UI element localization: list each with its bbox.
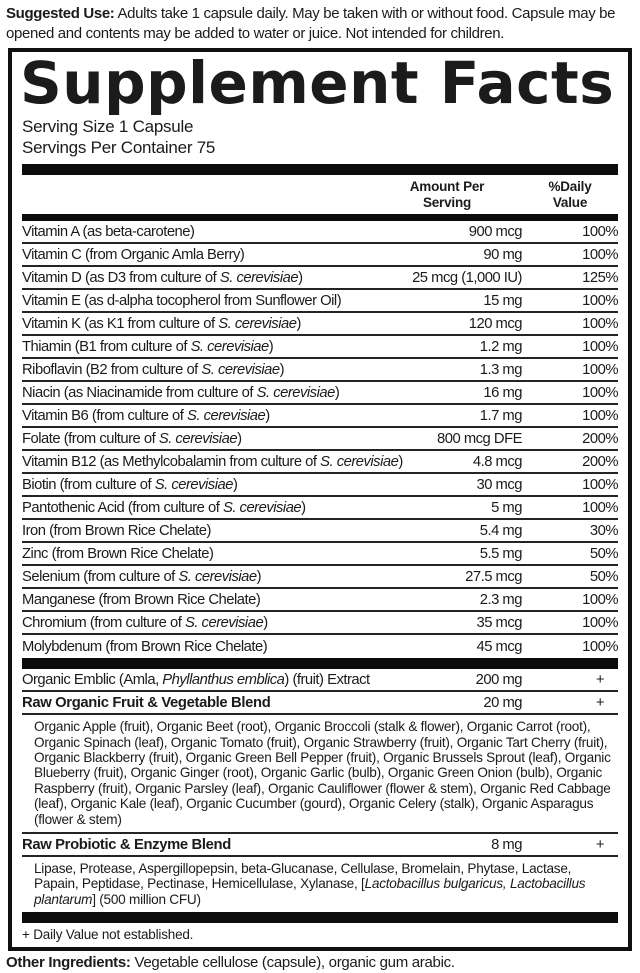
species-name-italic: S. cerevisiae: [219, 269, 299, 286]
table-row: [22, 497, 618, 520]
amount-per-serving: 25 mcg (1,000 IU): [412, 269, 522, 286]
table-row: [22, 428, 618, 451]
nutrient-name: [22, 339, 372, 355]
table-row: [22, 382, 618, 405]
label-text: Organic Apple (fruit), Organic Beet (root), Organic Broccoli (stalk & flower), Organic Carrot (root), Organic Spinach (leaf), Organic Tomato (fruit), Organic Strawberry (fruit), Organic Tart Cherry (fruit), Organic Blackberry (fruit), Organic Green Bell Pepper (fruit), Organic Brussels Sprout (leaf), Organic Blueberry (fruit), Organic Ginger (root), Organic Garlic (bulb), Organic Green Onion (bulb), Organic Raspberry (fruit), Organic Parsley (leaf), Organic Cauliflower (flower & stem), Organic Red Cabbage (leaf), Organic Kale (leaf), Organic Cucumber (gourd), Organic Celery (stalk), Organic Asparagus (flower & stem): [34, 719, 611, 827]
label-text: Vitamin C (from Organic Amla Berry): [22, 246, 245, 263]
nutrient-name: [22, 639, 372, 655]
amount-column-header: [372, 179, 522, 211]
label-text: Chromium (from culture of: [22, 614, 185, 631]
amount-per-serving: 2.3 mg: [479, 591, 522, 608]
amount-per-serving: 4.8 mcg: [472, 453, 522, 470]
label-text: ): [232, 476, 238, 493]
label-text: Folate (from culture of: [22, 430, 159, 447]
amount-per-serving: 35 mcg: [476, 614, 522, 631]
daily-value: +: [595, 671, 604, 688]
daily-value: 100%: [582, 361, 618, 378]
label-text: ): [301, 499, 306, 516]
table-row: [22, 543, 618, 566]
species-name-italic: S. cerevisiae: [190, 338, 269, 355]
daily-value: 100%: [582, 384, 618, 401]
nutrient-name: [22, 546, 372, 562]
suggested-use-text: Adults take 1 capsule daily. May be taken with or without food. Capsule may be opened and contents may be added to water or juice. Not intended for children.: [6, 5, 616, 42]
nutrient-table: [22, 221, 618, 923]
table-row: [22, 290, 618, 313]
amount-header-line-1: Amount Per: [409, 179, 485, 195]
species-name-italic: S. cerevisiae: [218, 315, 297, 332]
amount-header-line-2: Serving: [422, 195, 472, 211]
nutrient-name: [22, 672, 372, 688]
nutrient-name: [22, 247, 372, 263]
table-row: [22, 669, 618, 692]
amount-per-serving: 30 mcg: [476, 476, 522, 493]
table-row: [22, 359, 618, 382]
species-name-italic: S. cerevisiae: [154, 476, 233, 493]
daily-value: 100%: [582, 223, 618, 240]
label-text: ): [279, 361, 285, 378]
daily-value: 50%: [589, 568, 618, 585]
label-text: ) (fruit) Extract: [284, 671, 370, 688]
blend-ingredient-list: [22, 715, 618, 834]
suggested-use-label: Suggested Use:: [6, 5, 115, 22]
species-name-italic: S. cerevisiae: [184, 614, 264, 631]
section-divider-bar: [22, 658, 618, 669]
daily-value: 200%: [582, 430, 618, 447]
label-text: ): [298, 269, 303, 286]
amount-per-serving: 27.5 mcg: [465, 568, 522, 585]
other-ingredients: [0, 951, 640, 973]
label-text: Pantothenic Acid (from culture of: [22, 499, 223, 516]
label-text: Raw Organic Fruit & Vegetable Blend: [22, 694, 271, 711]
label-text: Vitamin K (as K1 from culture of: [22, 315, 219, 332]
species-name-italic: S. cerevisiae: [178, 568, 257, 585]
label-text: ): [268, 338, 274, 355]
daily-value: 100%: [582, 638, 618, 655]
daily-value: 100%: [582, 591, 618, 608]
nutrient-name: [22, 615, 372, 631]
label-text: ): [265, 407, 270, 424]
amount-per-serving: 1.3 mg: [479, 361, 522, 378]
nutrient-name: [22, 316, 372, 332]
nutrient-name: [22, 385, 372, 401]
table-row: [22, 313, 618, 336]
header-rule-bar: [22, 214, 618, 221]
label-text: Thiamin (B1 from culture of: [22, 338, 191, 355]
nutrient-name: [22, 431, 372, 447]
other-ingredients-label: Other Ingredients:: [6, 954, 131, 972]
species-name-italic: S. cerevisiae: [187, 407, 266, 424]
species-name-italic: S. cerevisiae: [256, 384, 335, 401]
label-text: Lipase, Protease, Aspergillopepsin, beta-Glucanase, Cellulase, Bromelain, Phytase, Lactase, Papain, Peptidase, Pectinase, Hemicellulase, Xylanase, [: [34, 861, 572, 892]
label-text: Zinc (from Brown Rice Chelate): [22, 545, 214, 562]
label-text: ): [398, 453, 403, 470]
daily-value: 100%: [582, 614, 618, 631]
amount-per-serving: 5.4 mg: [479, 522, 522, 539]
table-row: [22, 520, 618, 543]
daily-value-column-header: [522, 179, 618, 211]
species-name-italic: S. cerevisiae: [320, 453, 399, 470]
section-divider-bar: [22, 912, 618, 923]
amount-per-serving: 16 mg: [483, 384, 522, 401]
label-text: ): [263, 614, 268, 631]
nutrient-name: [22, 695, 372, 711]
label-text: ): [237, 430, 242, 447]
nutrient-name: [22, 569, 372, 585]
table-row: [22, 451, 618, 474]
table-row: [22, 834, 618, 857]
table-row: [22, 244, 618, 267]
amount-per-serving: 5.5 mg: [479, 545, 522, 562]
nutrient-name: [22, 224, 372, 240]
nutrient-name: [22, 523, 372, 539]
amount-per-serving: 5 mg: [491, 499, 522, 516]
table-row: [22, 267, 618, 290]
amount-per-serving: 45 mcg: [476, 638, 522, 655]
daily-value: 125%: [582, 269, 618, 286]
amount-per-serving: 1.2 mg: [479, 338, 522, 355]
amount-per-serving: 800 mcg DFE: [437, 430, 522, 447]
amount-per-serving: 900 mcg: [468, 223, 522, 240]
nutrient-name: [22, 408, 372, 424]
label-text: Vitamin A (as beta-carotene): [22, 223, 195, 240]
amount-per-serving: 200 mg: [475, 671, 522, 688]
species-name-italic: S. cerevisiae: [222, 499, 302, 516]
label-text: Niacin (as Niacinamide from culture of: [22, 384, 257, 401]
label-text: ): [334, 384, 340, 401]
label-text: Vitamin E (as d-alpha tocopherol from Sunflower Oil): [22, 292, 342, 309]
species-name-italic: S. cerevisiae: [201, 361, 280, 378]
label-text: Manganese (from Brown Rice Chelate): [22, 591, 261, 608]
table-row: [22, 589, 618, 612]
amount-per-serving: 8 mg: [491, 836, 522, 853]
table-row: [22, 336, 618, 359]
daily-value: 50%: [589, 545, 618, 562]
label-text: Organic Emblic (Amla,: [22, 671, 163, 688]
serving-size: Serving Size 1 Capsule: [22, 117, 194, 137]
daily-value: 100%: [582, 499, 618, 516]
table-row: [22, 474, 618, 497]
nutrient-name: [22, 500, 372, 516]
label-text: ] (500 million CFU): [92, 891, 201, 907]
species-name-italic: Lactobacillus bulgaricus, Lactobacillus plantarum: [34, 876, 586, 907]
label-text: Riboflavin (B2 from culture of: [22, 361, 202, 378]
amount-per-serving: 1.7 mg: [479, 407, 522, 424]
table-row: [22, 566, 618, 589]
dv-header-line-2: Value: [552, 195, 588, 211]
amount-per-serving: 20 mg: [483, 694, 522, 711]
daily-value: 100%: [582, 315, 618, 332]
table-row: [22, 612, 618, 635]
panel-title: Supplement Facts: [20, 49, 615, 117]
label-text: Raw Probiotic & Enzyme Blend: [22, 836, 231, 853]
daily-value: 100%: [582, 246, 618, 263]
nutrient-name: [22, 270, 372, 286]
daily-value: 100%: [582, 476, 618, 493]
suggested-use: [0, 0, 640, 48]
nutrient-name: [22, 362, 372, 378]
dv-footnote: + Daily Value not established.: [22, 927, 194, 943]
blend-ingredient-list: [22, 857, 618, 912]
daily-value: 30%: [589, 522, 618, 539]
label-text: Molybdenum (from Brown Rice Chelate): [22, 638, 268, 655]
top-section-bar: [22, 164, 618, 175]
label-text: Vitamin D (as D3 from culture of: [22, 269, 220, 286]
daily-value: +: [595, 836, 604, 853]
label-text: Vitamin B12 (as Methylcobalamin from culture of: [22, 453, 321, 470]
daily-value: 100%: [582, 407, 618, 424]
nutrient-name: [22, 453, 403, 470]
label-text: ): [256, 568, 262, 585]
label-text: Iron (from Brown Rice Chelate): [22, 522, 211, 539]
label-text: ): [296, 315, 301, 332]
species-name-italic: S. cerevisiae: [158, 430, 238, 447]
nutrient-name: [22, 293, 372, 309]
label-text: Vitamin B6 (from culture of: [22, 407, 188, 424]
daily-value: +: [595, 694, 604, 711]
table-row: [22, 405, 618, 428]
table-row: [22, 221, 618, 244]
label-text: Biotin (from culture of: [22, 476, 155, 493]
supplement-facts-panel: [8, 48, 632, 951]
amount-per-serving: 90 mg: [483, 246, 522, 263]
amount-per-serving: 120 mcg: [468, 315, 522, 332]
dv-header-line-1: %Daily: [548, 179, 592, 195]
table-row: [22, 692, 618, 715]
table-row: [22, 635, 618, 658]
servings-per-container: Servings Per Container 75: [22, 138, 216, 158]
daily-value: 100%: [582, 292, 618, 309]
daily-value: 100%: [582, 338, 618, 355]
species-name-italic: Phyllanthus emblica: [162, 671, 285, 688]
other-ingredients-text: Vegetable cellulose (capsule), organic gum arabic.: [130, 954, 455, 972]
nutrient-name: [22, 477, 372, 493]
nutrient-name: [22, 592, 372, 608]
amount-per-serving: 15 mg: [483, 292, 522, 309]
nutrient-name: [22, 837, 372, 853]
label-text: Selenium (from culture of: [22, 568, 179, 585]
column-header-row: [22, 175, 618, 214]
daily-value: 200%: [582, 453, 618, 470]
